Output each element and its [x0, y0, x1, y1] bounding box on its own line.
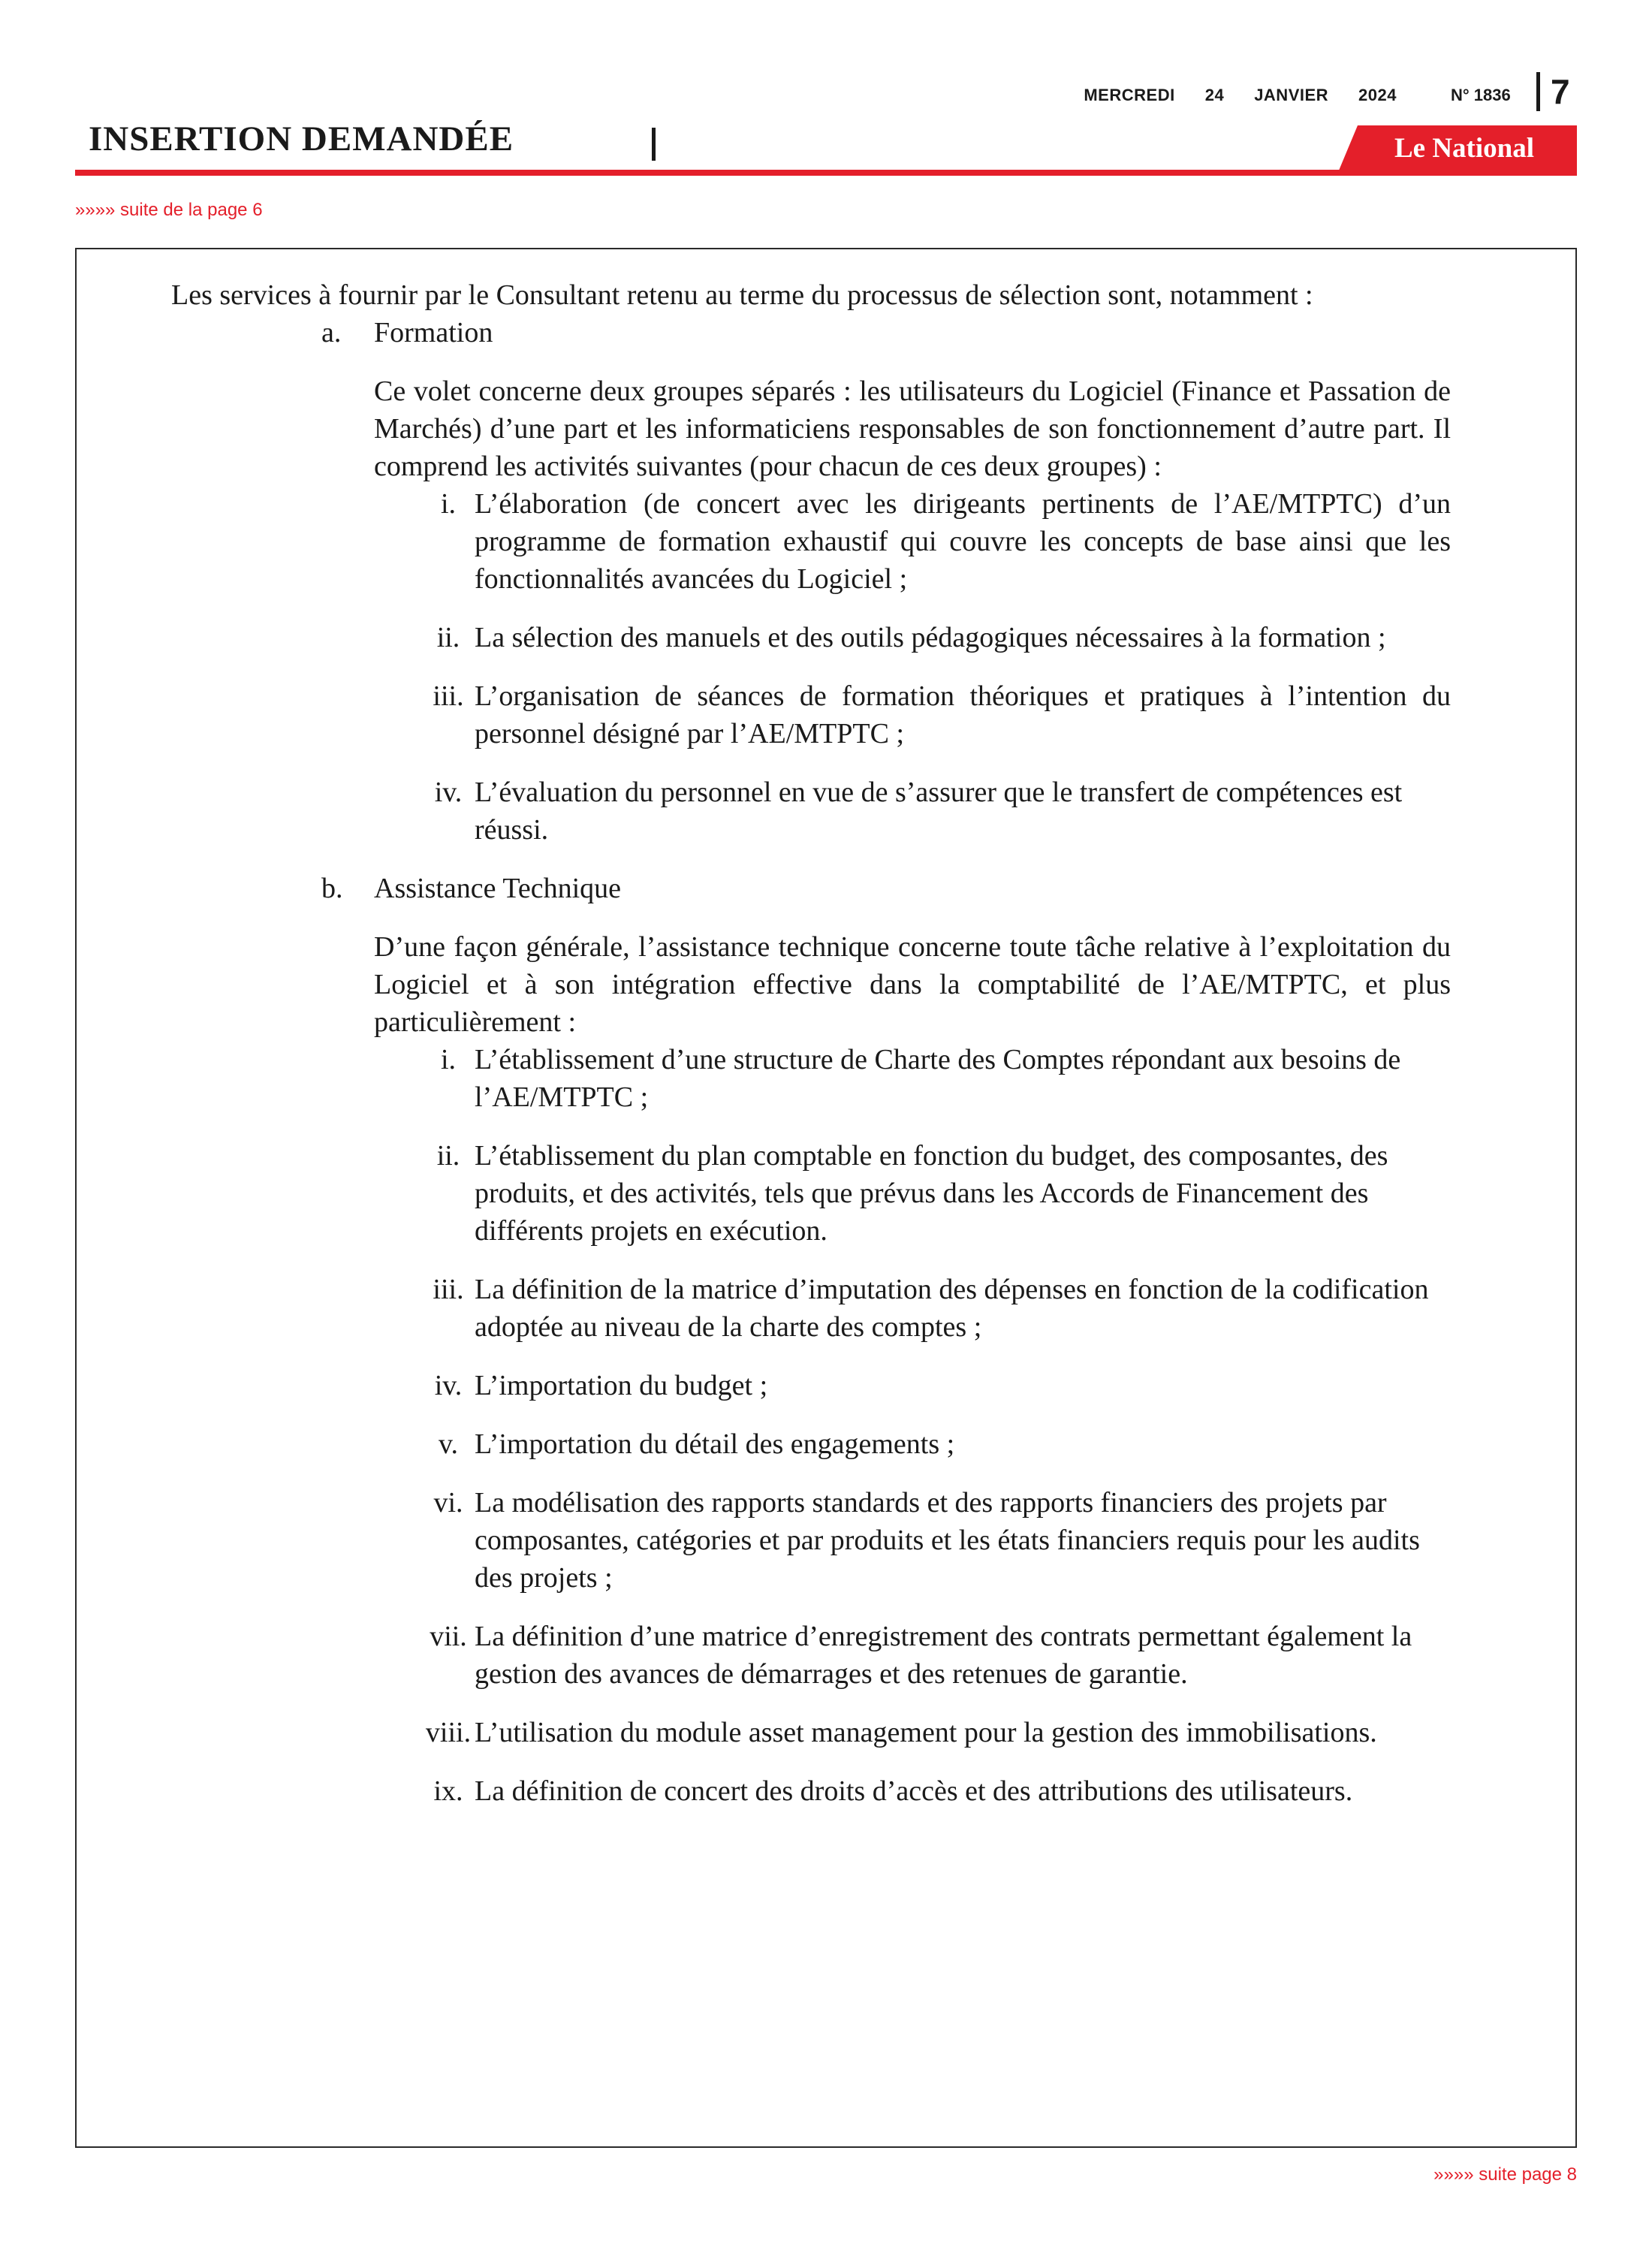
- item-number: viii.: [425, 1717, 472, 1748]
- list-item: [374, 1484, 1451, 1597]
- item-text: L’importation du détail des engagements ;: [475, 1428, 955, 1460]
- item-list: [374, 1041, 1451, 1810]
- item-text: L’évaluation du personnel en vue de s’assurer que le transfert de compétences est réussi.: [475, 777, 1403, 846]
- item-number: i.: [440, 488, 457, 520]
- item-text: La sélection des manuels et des outils pédagogiques nécessaires à la formation ;: [475, 622, 1386, 653]
- item-text: La définition de la matrice d’imputation des dépenses en fonction de la codification adoptée au niveau de la charte des comptes ;: [475, 1274, 1429, 1343]
- item-text: L’établissement d’une structure de Charte des Comptes répondant aux besoins de l’AE/MTPTC ;: [475, 1044, 1401, 1113]
- notice-box: [75, 248, 1577, 2148]
- page-number-block: [1536, 72, 1570, 111]
- title-divider: [652, 128, 656, 161]
- section-title-text: Formation: [374, 317, 493, 348]
- list-item: [374, 774, 1451, 849]
- item-number: vi.: [433, 1487, 463, 1519]
- item-number: vii.: [430, 1621, 467, 1652]
- list-item: [374, 1041, 1451, 1116]
- item-text: L’établissement du plan comptable en fonction du budget, des composantes, des produits, et des activités, tels que prévus dans les Accords de Financement des différents projets en exécution.: [475, 1140, 1388, 1247]
- list-item: [374, 1425, 1451, 1463]
- list-item: [374, 1772, 1451, 1810]
- item-number: ii.: [436, 622, 460, 653]
- notice-intro: Les services à fournir par le Consultant retenu au terme du processus de sélection sont, notamment :: [171, 279, 1313, 311]
- section-heading: [321, 870, 1451, 907]
- page-number: 7: [1551, 72, 1570, 111]
- item-text: L’utilisation du module asset management pour la gestion des immobilisations.: [475, 1717, 1377, 1748]
- list-item: [374, 1618, 1451, 1693]
- year: 2024: [1358, 86, 1397, 104]
- day: 24: [1204, 86, 1225, 104]
- item-text: La définition d’une matrice d’enregistrement des contrats permettant également la gestion des avances de démarrages et des retenues de garantie.: [475, 1621, 1412, 1690]
- item-number: ii.: [436, 1140, 460, 1172]
- item-number: iv.: [434, 777, 463, 808]
- list-item: [374, 1714, 1451, 1751]
- section-formation: [171, 314, 1451, 849]
- section-body: Ce volet concerne deux groupes séparés : les utilisateurs du Logiciel (Finance et Passation de Marchés) d’une part et les informaticiens responsables de son fonctionnement d’autre part. Il comprend les activités suivantes (pour chacun de ces deux groupes) :: [374, 376, 1451, 482]
- list-item: [374, 619, 1451, 656]
- item-text: L’organisation de séances de formation théoriques et pratiques à l’intention du personnel désigné par l’AE/MTPTC ;: [475, 680, 1451, 749]
- notice-content: [171, 276, 1451, 1831]
- section-letter: a.: [321, 317, 342, 348]
- item-text: La définition de concert des droits d’accès et des attributions des utilisateurs.: [475, 1775, 1353, 1807]
- item-text: L’élaboration (de concert avec les dirigeants pertinents de l’AE/MTPTC) d’un programme de formation exhaustif qui couvre les concepts de base ainsi que les fonctionnalités avancées du Logiciel ;: [475, 488, 1451, 595]
- item-number: v.: [438, 1428, 459, 1460]
- dateline: [1084, 86, 1397, 105]
- weekday: MERCREDI: [1084, 86, 1175, 104]
- item-number: iv.: [434, 1370, 463, 1401]
- item-text: L’importation du budget ;: [475, 1370, 768, 1401]
- item-number: iii.: [433, 680, 464, 712]
- list-item: [374, 1271, 1451, 1346]
- item-text: La modélisation des rapports standards et des rapports financiers des projets par composantes, catégories et par produits et les états financiers requis pour les audits des projets ;: [475, 1487, 1420, 1594]
- brand-name: Le National: [1394, 133, 1535, 164]
- masthead: [0, 0, 1652, 188]
- continued-from-link[interactable]: »»»» suite de la page 6: [75, 200, 263, 220]
- section-assistance-technique: [171, 870, 1451, 1810]
- item-number: ix.: [433, 1775, 463, 1807]
- section-body: D’une façon générale, l’assistance technique concerne toute tâche relative à l’exploitation du Logiciel et à son intégration effective dans la comptabilité de l’AE/MTPTC, et plus particulièrement :: [374, 931, 1451, 1038]
- list-item: [374, 1137, 1451, 1250]
- list-item: [374, 677, 1451, 753]
- item-list: [374, 485, 1451, 849]
- section-title: INSERTION DEMANDÉE: [89, 119, 514, 158]
- continued-to-link[interactable]: »»»» suite page 8: [1433, 2164, 1577, 2185]
- month: JANVIER: [1254, 86, 1329, 104]
- issue-number: N° 1836: [1451, 86, 1511, 104]
- list-item: [374, 1367, 1451, 1404]
- page-number-divider: [1536, 72, 1540, 111]
- section-letter: b.: [321, 873, 343, 904]
- section-title-text: Assistance Technique: [374, 873, 622, 904]
- item-number: i.: [440, 1044, 457, 1075]
- section-heading: [321, 314, 1451, 351]
- item-number: iii.: [433, 1274, 464, 1305]
- list-item: [374, 485, 1451, 598]
